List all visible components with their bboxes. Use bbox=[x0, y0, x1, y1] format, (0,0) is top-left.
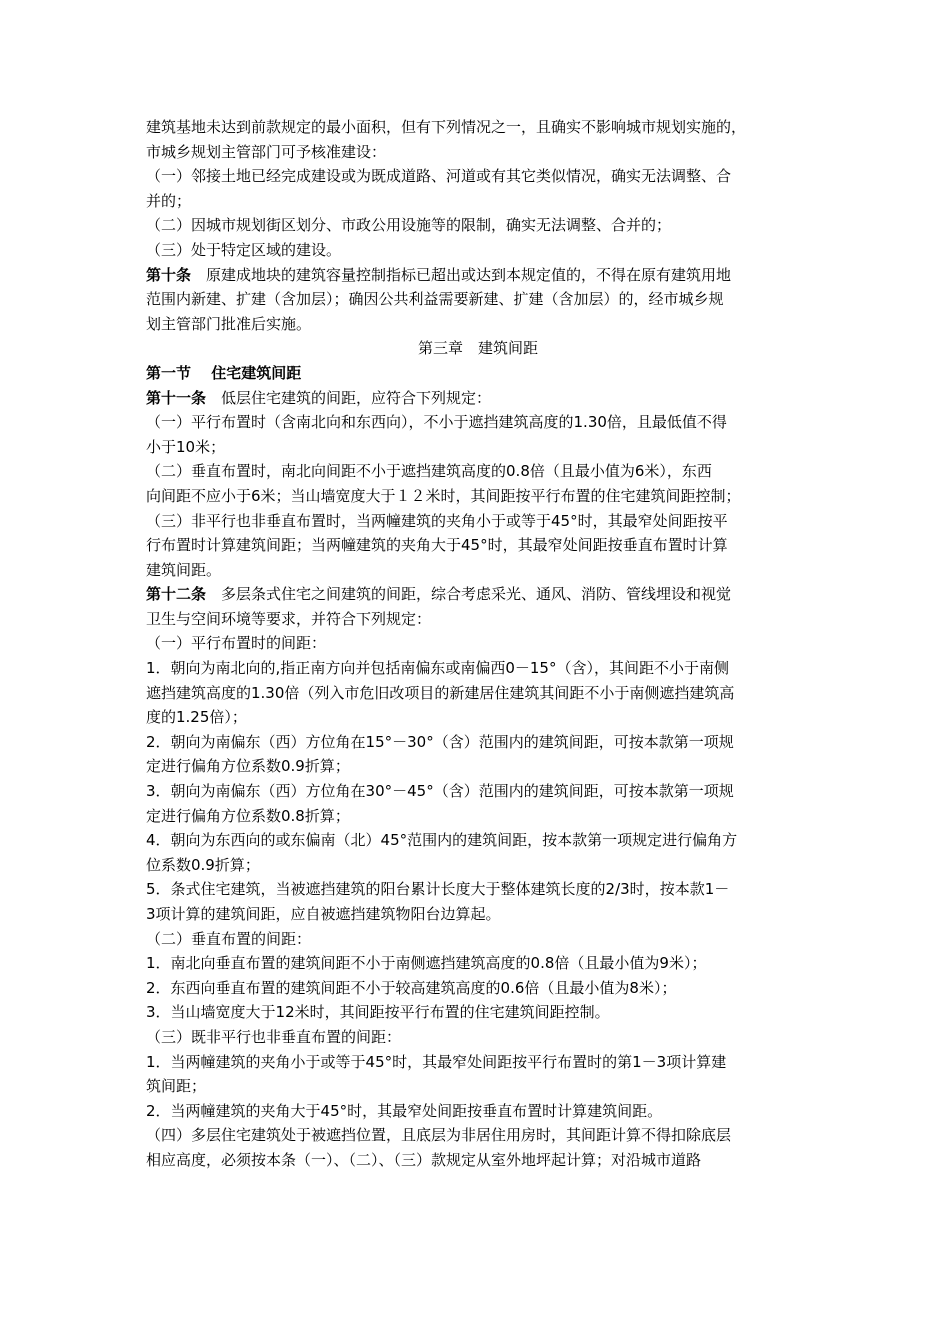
text-run: （一）邻接土地已经完成建设或为既成道路、河道或有其它类似情况，确实无法调整、合 bbox=[146, 167, 732, 186]
text-run: 行布置时计算建筑间距；当两幢建筑的夹角大于45°时，其最窄处间距按垂直布置时计算 bbox=[146, 536, 728, 555]
text-run: 4．朝向为东西向的或东偏南（北）45°范围内的建筑间距，按本款第一项规定进行偏角方 bbox=[146, 831, 738, 850]
text-line bbox=[146, 263, 810, 288]
text-line bbox=[146, 1025, 810, 1050]
text-line bbox=[146, 115, 810, 140]
text-line bbox=[146, 1050, 810, 1075]
text-line bbox=[146, 189, 810, 214]
text-line bbox=[146, 927, 810, 952]
text-line bbox=[146, 386, 810, 411]
text-line bbox=[146, 1148, 810, 1173]
text-run: 市城乡规划主管部门可予核准建设： bbox=[146, 142, 387, 161]
text-run: （四）多层住宅建筑处于被遮挡位置，且底层为非居住用房时，其间距计算不得扣除底层 bbox=[146, 1126, 732, 1145]
text-line bbox=[146, 1000, 810, 1025]
text-run: 1．南北向垂直布置的建筑间距不小于南侧遮挡建筑高度的0.8倍（且最小值为9米）； bbox=[146, 954, 707, 973]
text-run: 筑间距； bbox=[146, 1077, 207, 1096]
text-line bbox=[146, 607, 810, 632]
chapter-heading bbox=[146, 336, 810, 361]
article-heading: 第十条 bbox=[146, 265, 192, 284]
text-line bbox=[146, 902, 810, 927]
text-run: （三）处于特定区域的建设。 bbox=[146, 240, 342, 259]
text-line bbox=[146, 484, 810, 509]
text-line bbox=[146, 877, 810, 902]
text-run: （一）平行布置时的间距： bbox=[146, 634, 327, 653]
text-run: 3．朝向为南偏东（西）方位角在30°－45°（含）范围内的建筑间距，可按本款第一项规 bbox=[146, 782, 734, 801]
text-run: 5．条式住宅建筑，当被遮挡建筑的阳台累计长度大于整体建筑长度的2/3时，按本款1－ bbox=[146, 880, 730, 899]
text-line bbox=[146, 238, 810, 263]
text-run: 1．当两幢建筑的夹角小于或等于45°时，其最窄处间距按平行布置时的第1－3项计算建 bbox=[146, 1052, 727, 1071]
text-run: 范围内新建、扩建（含加层）；确因公共利益需要新建、扩建（含加层）的，经市城乡规 bbox=[146, 290, 724, 309]
text-line bbox=[146, 705, 810, 730]
text-line bbox=[146, 828, 810, 853]
text-run: 3项计算的建筑间距，应自被遮挡建筑物阳台边算起。 bbox=[146, 905, 501, 923]
text-run: （三）既非平行也非垂直布置的间距： bbox=[146, 1027, 402, 1046]
text-run: 向间距不应小于6米；当山墙宽度大于１２米时，其间距按平行布置的住宅建筑间距控制； bbox=[146, 486, 741, 505]
text-run: 划主管部门批准后实施。 bbox=[146, 314, 312, 333]
text-run: （二）因城市规划街区划分、市政公用设施等的限制，确实无法调整、合并的； bbox=[146, 216, 672, 235]
text-line bbox=[146, 164, 810, 189]
text-run: 定进行偏角方位系数0.9折算； bbox=[146, 757, 350, 776]
text-line bbox=[146, 681, 810, 706]
article-heading: 第十一条 bbox=[146, 388, 207, 407]
text-line bbox=[146, 459, 810, 484]
text-run: 建筑间距。 bbox=[146, 560, 222, 579]
text-line bbox=[146, 140, 810, 165]
text-run: 多层条式住宅之间建筑的间距，综合考虑采光、通风、消防、管线埋设和视觉 bbox=[206, 585, 732, 604]
text-line bbox=[146, 779, 810, 804]
text-run: 定进行偏角方位系数0.8折算； bbox=[146, 806, 350, 825]
text-line bbox=[146, 730, 810, 755]
text-line bbox=[146, 656, 810, 681]
text-line bbox=[146, 361, 810, 386]
text-run: 遮挡建筑高度的1.30倍（列入市危旧改项目的新建居住建筑其间距不小于南侧遮挡建筑高 bbox=[146, 683, 735, 702]
text-line bbox=[146, 213, 810, 238]
text-run: 度的1.25倍）； bbox=[146, 708, 247, 727]
text-line bbox=[146, 804, 810, 829]
text-run: 1．朝向为南北向的,指正南方向并包括南偏东或南偏西0－15°（含），其间距不小于南侧 bbox=[146, 659, 729, 678]
text-line bbox=[146, 558, 810, 583]
article-heading: 第一节 住宅建筑间距 bbox=[146, 363, 302, 382]
text-line bbox=[146, 582, 810, 607]
text-line bbox=[146, 754, 810, 779]
text-run: 并的； bbox=[146, 191, 192, 210]
text-run: 第三章 建筑间距 bbox=[417, 339, 538, 358]
text-line bbox=[146, 435, 810, 460]
text-run: （三）非平行也非垂直布置时，当两幢建筑的夹角小于或等于45°时，其最窄处间距按平 bbox=[146, 511, 728, 530]
text-line bbox=[146, 1099, 810, 1124]
text-run: （一）平行布置时（含南北向和东西向），不小于遮挡建筑高度的1.30倍，且最低值不得 bbox=[146, 413, 727, 432]
text-run: 建筑基地未达到前款规定的最小面积，但有下列情况之一，且确实不影响城市规划实施的， bbox=[146, 118, 747, 136]
text-run: 位系数0.9折算； bbox=[146, 855, 260, 874]
text-line bbox=[146, 509, 810, 534]
text-line bbox=[146, 312, 810, 337]
text-run: （二）垂直布置的间距： bbox=[146, 929, 312, 948]
text-run: 低层住宅建筑的间距，应符合下列规定： bbox=[206, 388, 492, 407]
text-line bbox=[146, 287, 810, 312]
text-run: 2．当两幢建筑的夹角大于45°时，其最窄处间距按垂直布置时计算建筑间距。 bbox=[146, 1101, 663, 1120]
article-heading: 第十二条 bbox=[146, 585, 207, 604]
text-line bbox=[146, 951, 810, 976]
text-line bbox=[146, 410, 810, 435]
text-line bbox=[146, 853, 810, 878]
text-run: 相应高度，必须按本条（一）、（二）、（三）款规定从室外地坪起计算；对沿城市道路 bbox=[146, 1150, 702, 1169]
text-line bbox=[146, 533, 810, 558]
text-run: 卫生与空间环境等要求，并符合下列规定： bbox=[146, 609, 432, 628]
text-line bbox=[146, 976, 810, 1001]
text-line bbox=[146, 1123, 810, 1148]
text-run: （二）垂直布置时，南北向间距不小于遮挡建筑高度的0.8倍（且最小值为6米），东西 bbox=[146, 462, 712, 481]
text-run: 2．朝向为南偏东（西）方位角在15°－30°（含）范围内的建筑间距，可按本款第一项规 bbox=[146, 732, 734, 751]
text-line bbox=[146, 631, 810, 656]
text-run: 原建成地块的建筑容量控制指标已超出或达到本规定值的，不得在原有建筑用地 bbox=[191, 265, 732, 284]
text-line bbox=[146, 1074, 810, 1099]
text-run: 小于10米； bbox=[146, 437, 226, 456]
text-run: 2．东西向垂直布置的建筑间距不小于较高建筑高度的0.6倍（且最小值为8米）； bbox=[146, 978, 677, 997]
text-run: 3．当山墙宽度大于12米时，其间距按平行布置的住宅建筑间距控制。 bbox=[146, 1003, 610, 1022]
